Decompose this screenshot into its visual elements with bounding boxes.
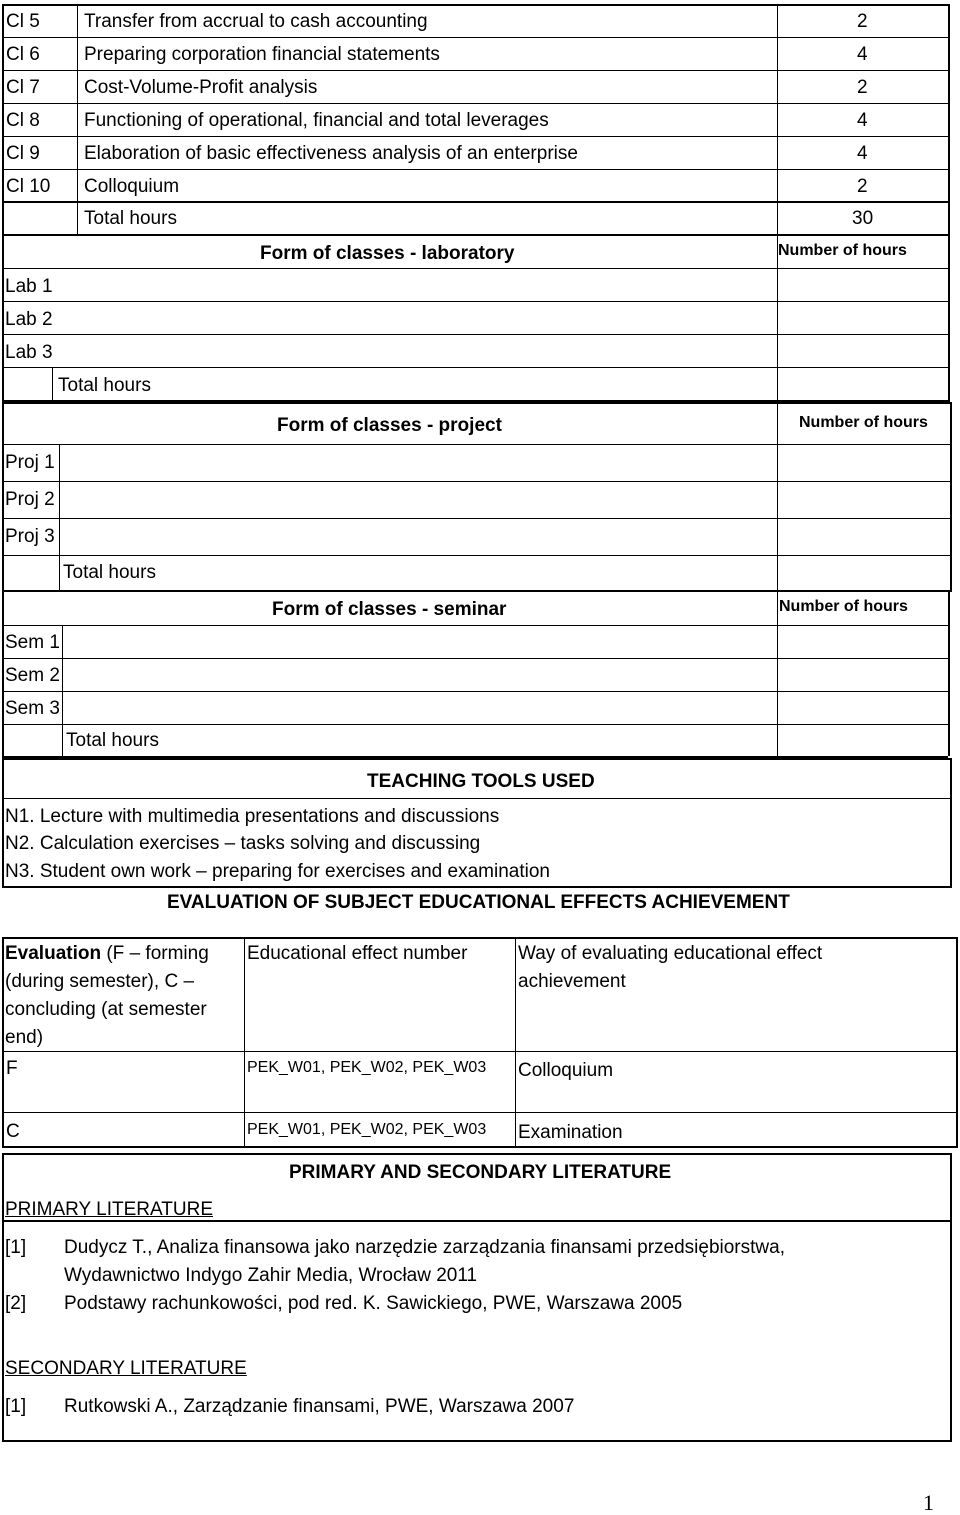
lab-row-label: Lab 2 (5, 309, 53, 330)
sem-row-label: Sem 1 (5, 632, 60, 653)
seminar-heading: Form of classes - seminar (272, 599, 507, 620)
teaching-tools-heading: TEACHING TOOLS USED (367, 771, 595, 792)
proj-row-label: Proj 3 (5, 526, 55, 547)
project-heading: Form of classes - project (277, 415, 502, 436)
evaluation-type: C (6, 1121, 20, 1142)
teaching-tool-item: N3. Student own work – preparing for exercises and examination (5, 861, 550, 882)
literature-heading: PRIMARY AND SECONDARY LITERATURE (289, 1162, 672, 1183)
teaching-tool-item: N2. Calculation exercises – tasks solving and discussing (5, 833, 481, 854)
lecture-total-label: Total hours (84, 208, 177, 229)
evaluation-type: F (6, 1058, 18, 1079)
literature-entry: Dudycz T., Analiza finansowa jako narzędzie zarządzania finansami przedsiębiorstwa, (64, 1237, 785, 1258)
lecture-code: Cl 10 (6, 176, 51, 197)
evaluation-col2-header: Educational effect number (247, 943, 468, 964)
evaluation-col1-header (5, 940, 241, 1052)
evaluation-way: Colloquium (518, 1060, 614, 1081)
evaluation-col1-bold: Evaluation (5, 943, 102, 964)
lecture-hours: 2 (857, 11, 868, 32)
evaluation-way: Examination (518, 1122, 623, 1143)
seminar-hours-heading: Number of hours (779, 598, 908, 615)
lecture-code: Cl 9 (6, 143, 40, 164)
project-hours-heading: Number of hours (799, 414, 928, 431)
lecture-title: Cost-Volume-Profit analysis (84, 77, 318, 98)
lecture-code: Cl 8 (6, 110, 40, 131)
lecture-hours: 4 (857, 143, 868, 164)
evaluation-effects: PEK_W01, PEK_W02, PEK_W03 (247, 1121, 487, 1138)
evaluation-heading: EVALUATION OF SUBJECT EDUCATIONAL EFFECTS ACHIEVEMENT (167, 892, 790, 913)
lecture-total-hours: 30 (852, 208, 874, 229)
primary-literature-heading: PRIMARY LITERATURE (5, 1199, 213, 1220)
lecture-hours: 2 (857, 77, 868, 98)
literature-number: [2] (5, 1293, 27, 1314)
sem-row-label: Sem 3 (5, 698, 60, 719)
lecture-code: Cl 7 (6, 77, 40, 98)
literature-entry: Rutkowski A., Zarządzanie finansami, PWE, Warszawa 2007 (64, 1396, 575, 1417)
lab-total-label: Total hours (58, 375, 151, 396)
laboratory-heading: Form of classes - laboratory (260, 243, 515, 264)
lecture-title: Preparing corporation financial statements (84, 44, 440, 65)
lecture-title: Functioning of operational, financial and total leverages (84, 110, 549, 131)
lecture-hours: 4 (857, 44, 868, 65)
laboratory-hours-heading: Number of hours (778, 242, 907, 259)
sem-row-label: Sem 2 (5, 665, 60, 686)
lecture-title: Colloquium (84, 176, 180, 197)
proj-row-label: Proj 1 (5, 452, 55, 473)
lab-row-label: Lab 1 (5, 276, 53, 297)
literature-entry: Wydawnictwo Indygo Zahir Media, Wrocław 2011 (64, 1265, 478, 1286)
secondary-literature-heading: SECONDARY LITERATURE (5, 1358, 247, 1379)
evaluation-col3-header: Way of evaluating educational effect achievement (518, 943, 823, 992)
lecture-title: Transfer from accrual to cash accounting (84, 11, 428, 32)
lab-row-label: Lab 3 (5, 342, 53, 363)
lecture-hours: 4 (857, 110, 868, 131)
lecture-title: Elaboration of basic effectiveness analysis of an enterprise (84, 143, 578, 164)
lecture-hours: 2 (857, 176, 868, 197)
literature-number: [1] (5, 1396, 27, 1417)
sem-total-label: Total hours (66, 730, 159, 751)
evaluation-effects: PEK_W01, PEK_W02, PEK_W03 (247, 1059, 487, 1076)
lecture-code: Cl 6 (6, 44, 40, 65)
page-number: 1 (923, 1490, 934, 1515)
literature-entry: Podstawy rachunkowości, pod red. K. Sawickiego, PWE, Warszawa 2005 (64, 1293, 683, 1314)
proj-total-label: Total hours (63, 562, 156, 583)
lecture-code: Cl 5 (6, 11, 40, 32)
literature-number: [1] (5, 1237, 27, 1258)
teaching-tool-item: N1. Lecture with multimedia presentations and discussions (5, 806, 500, 827)
evaluation-col1-rest: (F – forming (during semester), C – concluding (at semester end) (5, 943, 209, 1048)
proj-row-label: Proj 2 (5, 489, 55, 510)
